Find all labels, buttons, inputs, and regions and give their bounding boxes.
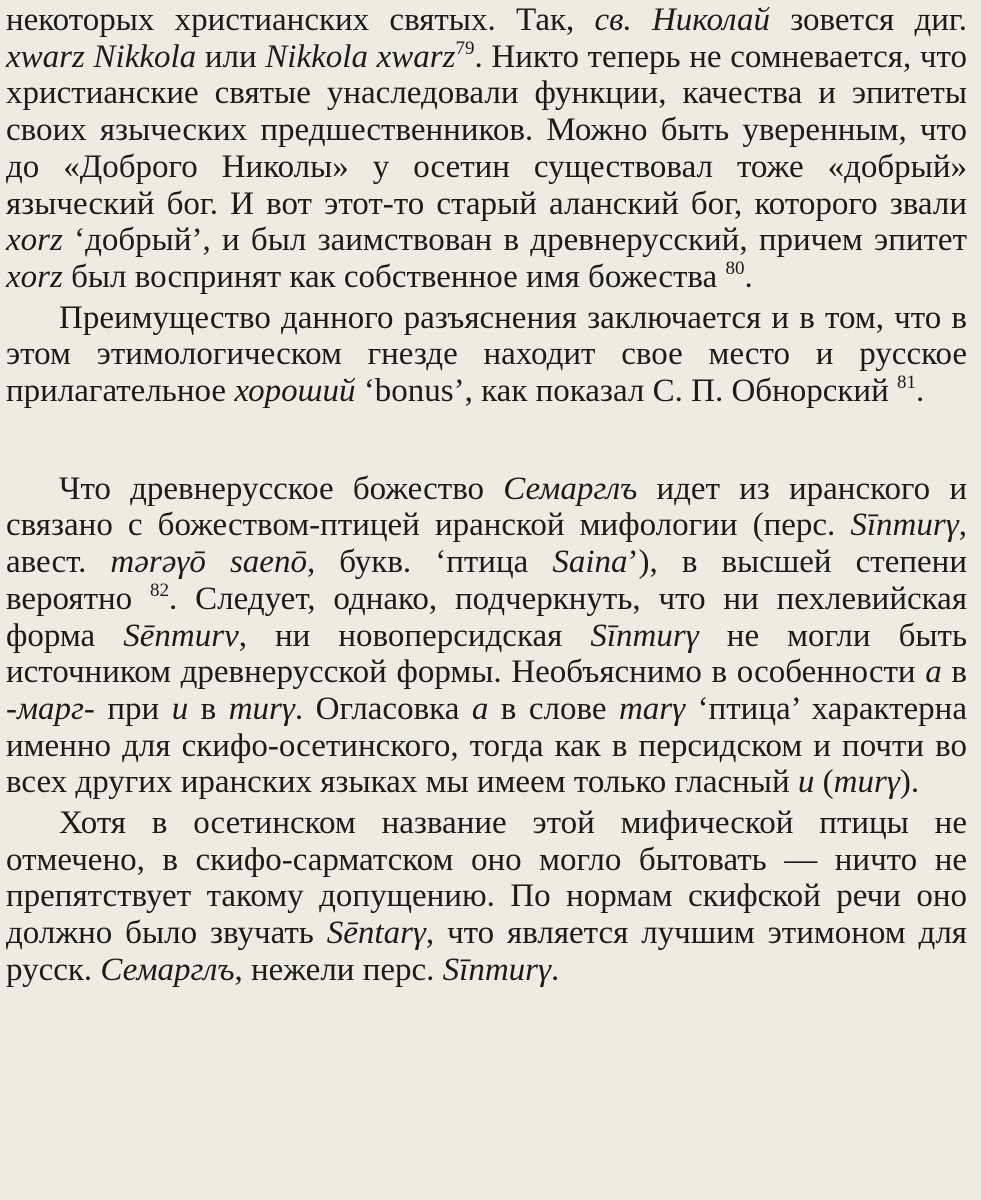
italic-term: a [925,654,942,691]
text-run: в [941,654,967,691]
text-run: зовется диг. [769,2,967,38]
italic-term: xorz [6,222,63,259]
italic-term: Семарглъ [503,470,638,507]
footnote-ref: 80 [725,257,745,279]
text-run: ). [899,764,920,801]
italic-term: Sīnmurγ [442,951,552,988]
italic-term: marγ [618,690,686,727]
text-run: , нежели перс. [234,951,443,988]
italic-term: xwarz Nikkola [6,38,197,75]
italic-term: св. Николай [594,2,770,38]
italic-term: murγ [228,690,295,727]
text-run: некоторых христианских святых. Так, [6,2,595,38]
text-run: ‘добрый’, и был заимствован в древнерусский, причем эпитет [62,222,967,259]
footnote-ref: 81 [897,372,917,394]
italic-term: Sēnmurv [123,617,239,654]
text-run: , ни новоперсидская [238,617,591,654]
text-run: не могли быть источником древнерусской формы. Необъяснимо в особенности [6,617,967,691]
paragraph [6,300,967,410]
italic-term: u [171,690,189,727]
italic-term: хороший [234,373,356,410]
paragraph [6,471,967,801]
text-run: . Огласовка [294,690,472,727]
paragraph [6,805,967,989]
text-run: идет из иранского и связано с божеством-птицей иранской мифологии (перс. [6,470,967,544]
italic-term: Семарглъ [100,951,235,988]
italic-term: Nikkola xwarz [265,38,456,75]
text-run: в слове [488,690,619,727]
text-run: ‘bonus’, как показал С. П. Обнорский [355,373,898,410]
italic-term: mərəγō saenō [110,544,307,581]
italic-term: Saina [552,544,628,581]
italic-term: -марг- [6,690,95,727]
text-run: ( [814,764,834,801]
italic-term: xorz [6,258,63,295]
section-gap [6,410,967,471]
text-run: . Никто теперь не сомневается, что христианские святые унаследовали функции, качества и эпитеты своих языческих предшественников. Можно быть уверенным, что до «Доброго Николы» у осетин существовал тоже «добрый» языческий бог. И вот этот-то старый аланский бог, которого звали [6,38,967,222]
italic-term: Sīnmurγ [850,507,959,544]
text-run: Хотя в осетинском название этой мифической птицы не отмечено, в скифо-сарматском оно могло бытовать — ничто не препятствует такому допущению. По нормам скифской речи оно должно было звучать [6,805,967,952]
text-run: , букв. ‘птица [306,544,553,581]
text-run: , авест. [6,507,967,581]
text-run: был воспринят как собственное имя божества [62,258,726,295]
text-run: или [196,38,266,75]
text-run: ’), в высшей степени вероятно [6,544,967,617]
italic-term: Sēntarγ [326,915,426,952]
text-run: . Следует, однако, подчеркнуть, что ни пехлевийская форма [6,580,968,654]
text-run: . [916,373,925,410]
footnote-ref: 79 [455,37,475,59]
italic-term: murγ [833,764,900,801]
footnote-ref: 82 [150,579,170,601]
text-run: . [551,951,560,988]
text-run: Что древнерусское божество [59,470,504,507]
italic-term: u [797,764,815,801]
italic-term: Sīnmurγ [590,617,699,654]
text-run: Преимущество данного разъяснения заключается и в том, что в этом этимологическом гнезде находит свое место и русское прилагательное [6,299,967,410]
text-run: в [188,690,229,727]
italic-term: a [471,690,489,727]
text-run: . [744,258,753,295]
text-run: ‘птица’ характерна именно для скифо-осетинского, тогда как в персидском и почти во всех других иранских языках мы имеем только гласный [6,690,967,801]
text-run: , что является лучшим этимоном для русск. [6,915,967,988]
text-run: при [94,690,172,727]
paragraph [6,2,967,296]
